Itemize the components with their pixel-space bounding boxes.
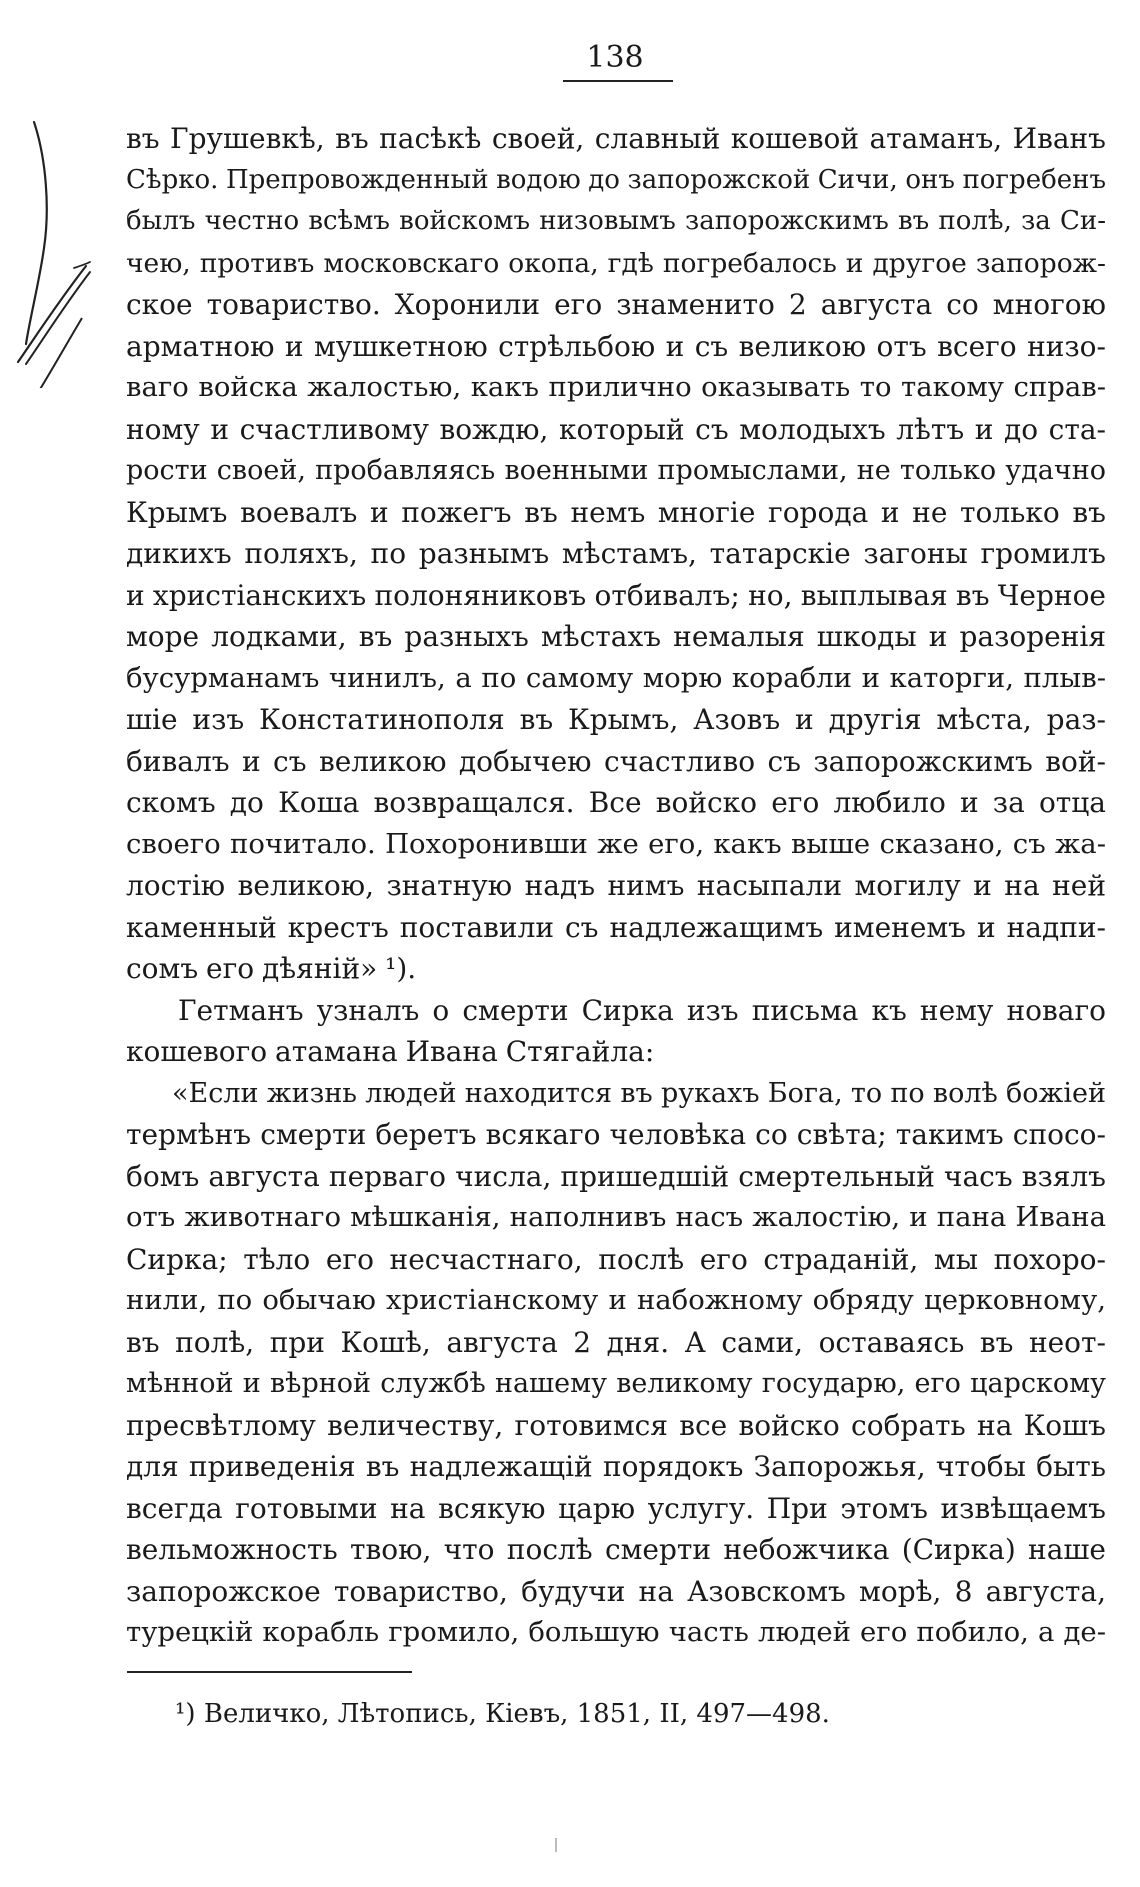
page-number: 138 bbox=[586, 40, 644, 75]
text-line: въ Грушевкѣ, въ пасѣкѣ своей, славный кошевой атаманъ, Иванъ bbox=[126, 122, 1106, 155]
body-text bbox=[126, 118, 1106, 1654]
text-line-paragraph-end: сомъ его дѣяній» ¹). bbox=[126, 952, 417, 985]
text-line: термѣнъ смерти беретъ всякаго человѣка со свѣта; такимъ спосо- bbox=[126, 1118, 1106, 1151]
text-line: въ полѣ, при Кошѣ, августа 2 дня. А сами, оставаясь въ неот- bbox=[126, 1325, 1106, 1359]
text-line-paragraph-start: Гетманъ узналъ о смерти Сирка изъ письма къ нему новаго bbox=[178, 993, 1106, 1027]
text-line: шіе изъ Констатинополя въ Крымъ, Азовъ и другія мѣста, раз- bbox=[126, 703, 1106, 736]
text-line: запорожское товариство, будучи на Азовскомъ морѣ, 8 августа, bbox=[126, 1574, 1106, 1608]
text-line: лостію великою, знатную надъ нимъ насыпали могилу и на ней bbox=[126, 869, 1106, 902]
page-number-rule bbox=[563, 80, 673, 82]
text-line: бомъ августа перваго числа, пришедшій смертельный часъ взялъ bbox=[126, 1159, 1106, 1193]
footnote: ¹) Величко, Лѣтопись, Кіевъ, 1851, II, 497—498. bbox=[175, 1699, 830, 1729]
text-line: былъ честно всѣмъ войскомъ низовымъ запорожскимъ въ полѣ, за Си- bbox=[126, 206, 1106, 236]
text-line: бусурманамъ чинилъ, а по самому морю корабли и каторги, плыв- bbox=[126, 661, 1106, 694]
text-line: мѣнной и вѣрной службѣ нашему великому государю, его царскому bbox=[126, 1368, 1106, 1399]
paper-speck bbox=[555, 1838, 557, 1852]
text-line: турецкій корабль громило, большую часть людей его побило, а де- bbox=[126, 1616, 1106, 1648]
text-line: вельможность твою, что послѣ смерти небожчика (Сирка) наше bbox=[126, 1533, 1106, 1566]
text-line: Сѣрко. Препровожденный водою до запорожской Сичи, онъ погребенъ bbox=[126, 164, 1106, 195]
text-line: Сирка; тѣло его несчастнаго, послѣ его страданій, мы похоро- bbox=[126, 1242, 1106, 1276]
text-line: всегда готовыми на всякую царю услугу. При этомъ извѣщаемъ bbox=[126, 1491, 1106, 1525]
text-line-paragraph-end: кошевого атамана Ивана Стягайла: bbox=[126, 1035, 655, 1068]
text-line: ваго войска жалостью, какъ прилично оказывать то такому справ- bbox=[126, 371, 1106, 403]
text-line: чею, противъ московскаго окопа, гдѣ погребалось и другое запорож- bbox=[126, 247, 1106, 279]
text-line: арматною и мушкетною стрѣльбою и съ великою отъ всего низо- bbox=[126, 329, 1106, 363]
text-line: каменный крестъ поставили съ надлежащимъ именемъ и надпи- bbox=[126, 910, 1106, 944]
text-line: отъ животнаго мѣшканія, наполнивъ насъ жалостію, и пана Ивана bbox=[126, 1201, 1106, 1233]
text-line: Крымъ воевалъ и пожегъ въ немъ многіе города и не только въ bbox=[126, 495, 1106, 529]
text-line: бивалъ и съ великою добычею счастливо съ запорожскимъ вой- bbox=[126, 744, 1106, 778]
text-line: и христіанскихъ полоняниковъ отбивалъ; но, выплывая въ Черное bbox=[126, 578, 1106, 612]
text-line: дикихъ поляхъ, по разнымъ мѣстамъ, татарскіе загоны громилъ bbox=[126, 537, 1106, 570]
text-line: пресвѣтлому величеству, готовимся все войско собрать на Кошъ bbox=[126, 1408, 1106, 1442]
text-line: своего почитало. Похоронивши же его, какъ выше сказано, съ жа- bbox=[126, 827, 1106, 860]
text-line-quote-start: «Если жизнь людей находится въ рукахъ Бога, то по волѣ божіей bbox=[172, 1077, 1106, 1109]
footnote-rule bbox=[127, 1671, 412, 1673]
text-line: море лодками, въ разныхъ мѣстахъ немалыя шкоды и разоренія bbox=[126, 620, 1106, 653]
text-line: скомъ до Коша возвращался. Все войско его любило и за отца bbox=[126, 786, 1106, 819]
text-line: ское товариство. Хоронили его знаменито 2 августа со многою bbox=[126, 288, 1106, 321]
handwritten-slash-mark bbox=[14, 258, 94, 368]
text-line: рости своей, пробавляясь военными промыслами, не только удачно bbox=[126, 455, 1106, 486]
text-line: нили, по обычаю христіанскому и набожному обряду церковному, bbox=[126, 1284, 1106, 1316]
text-line: для приведенія въ надлежащій порядокъ Запорожья, чтобы быть bbox=[126, 1450, 1106, 1483]
text-line: ному и счастливому вождю, который съ молодыхъ лѣтъ и до ста- bbox=[126, 412, 1106, 446]
